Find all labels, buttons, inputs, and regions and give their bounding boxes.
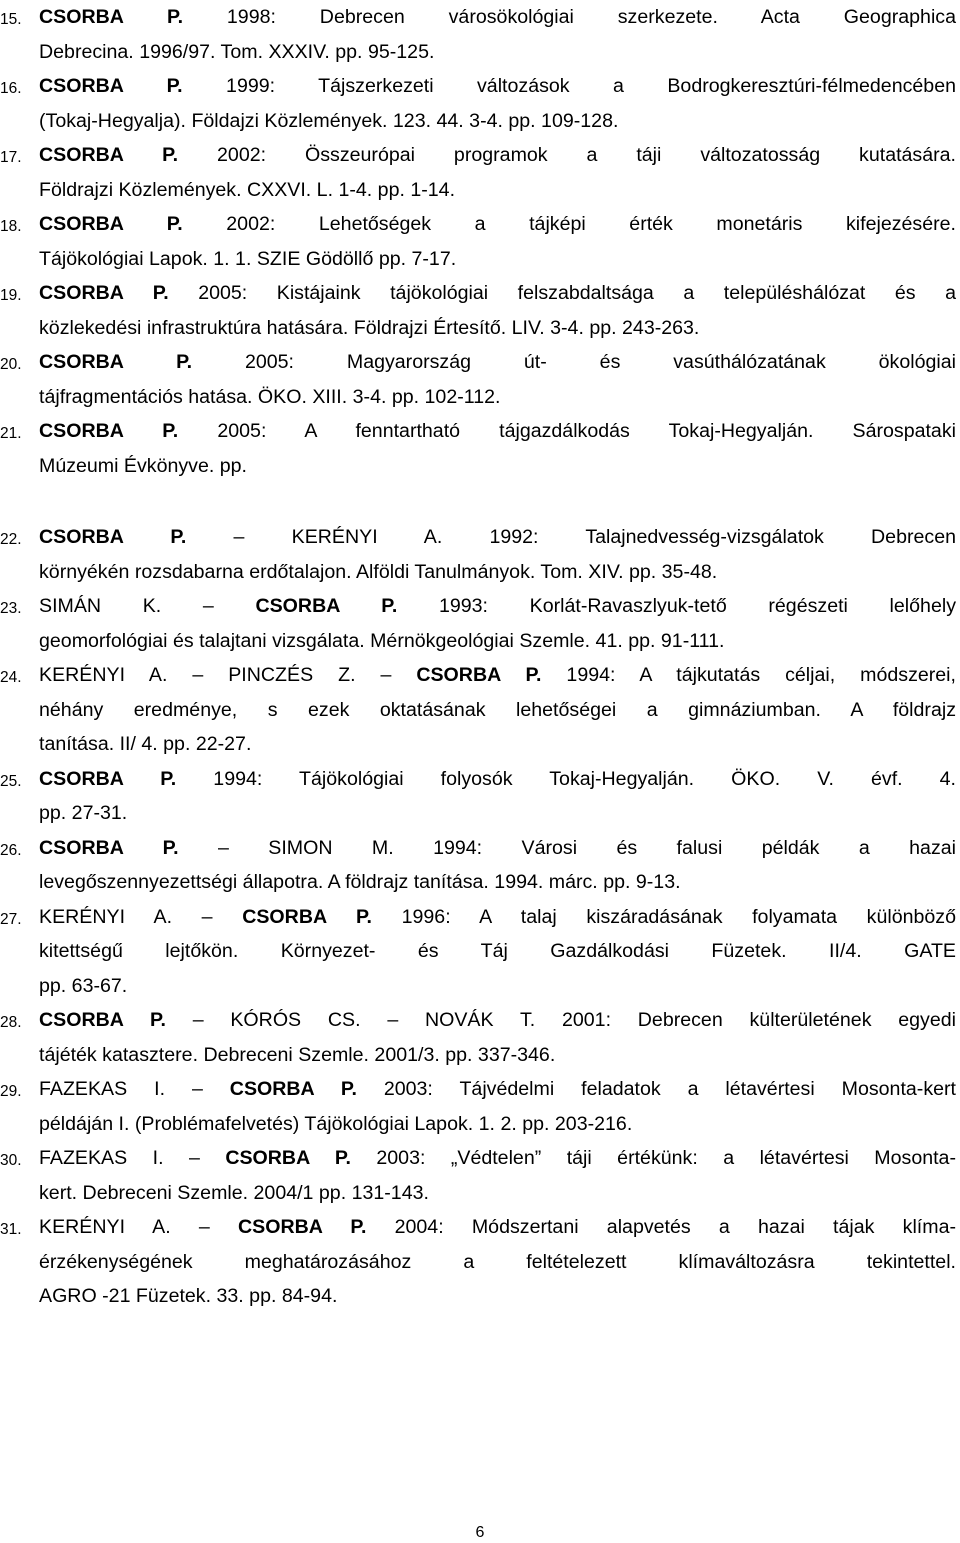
- reference-line: [39, 345, 956, 380]
- reference-number: 21.: [0, 425, 22, 442]
- reference-line: [39, 1107, 956, 1142]
- reference-line: [39, 173, 956, 208]
- reference-line: [39, 1003, 956, 1038]
- reference-item: [0, 762, 956, 831]
- author-highlight: CSORBA P.: [39, 1009, 166, 1031]
- reference-line: [39, 520, 956, 555]
- author-highlight: CSORBA P.: [39, 282, 169, 304]
- reference-text: 1993: Korlát-Ravaszlyuk-tető régészeti lelőhely: [397, 595, 956, 617]
- reference-line: [39, 0, 956, 35]
- reference-text: AGRO -21 Füzetek. 33. pp. 84-94.: [39, 1285, 338, 1307]
- reference-number: 30.: [0, 1152, 22, 1169]
- reference-number: 22.: [0, 531, 22, 548]
- reference-number: 20.: [0, 356, 22, 373]
- reference-line: [39, 969, 956, 1004]
- author-highlight: CSORBA P.: [39, 6, 184, 28]
- reference-text: Tájökológiai Lapok. 1. 1. SZIE Gödöllő pp. 7-17.: [39, 247, 457, 270]
- author-highlight: CSORBA P.: [238, 1216, 367, 1238]
- reference-text: SIMÁN K. –: [39, 595, 256, 617]
- author-highlight: CSORBA P.: [39, 351, 193, 373]
- reference-line: [39, 624, 956, 659]
- reference-text: pp. 27-31.: [39, 802, 128, 824]
- reference-text: példáján I. (Problémafelvetés) Tájökológiai Lapok. 1. 2. pp. 203-216.: [39, 1112, 633, 1135]
- author-highlight: CSORBA P.: [39, 767, 177, 790]
- reference-number: 25.: [0, 772, 22, 790]
- author-highlight: CSORBA P.: [242, 905, 372, 928]
- reference-line: [39, 414, 956, 449]
- reference-text: Debrecina. 1996/97. Tom. XXXIV. pp. 95-125.: [39, 40, 435, 63]
- reference-number: 23.: [0, 600, 22, 617]
- reference-line: [39, 693, 956, 728]
- reference-text: 2002: Lehetőségek a tájképi érték monetáris kifejezésére.: [182, 213, 956, 235]
- reference-item: [0, 0, 956, 69]
- reference-text: közlekedési infrastruktúra hatására. Földrajzi Értesítő. LIV. 3-4. pp. 243-263.: [39, 316, 700, 339]
- reference-line: [39, 762, 956, 797]
- reference-item: [0, 276, 956, 345]
- reference-line: [39, 207, 956, 242]
- reference-item: [0, 658, 956, 762]
- reference-line: [39, 727, 956, 762]
- author-highlight: CSORBA P.: [225, 1147, 351, 1169]
- reference-text: tájfragmentációs hatása. ÖKO. XIII. 3-4. pp. 102-112.: [39, 385, 501, 408]
- reference-line: [39, 104, 956, 139]
- reference-text: 1999: Tájszerkezeti változások a Bodrogkeresztúri-félmedencében: [182, 75, 956, 97]
- reference-item: [0, 1072, 956, 1141]
- reference-number: 18.: [0, 218, 22, 235]
- reference-number: 24.: [0, 669, 22, 686]
- reference-text: 2003: „Védtelen” táji értékünk: a létavértesi Mosonta-: [350, 1147, 956, 1169]
- reference-number: 16.: [0, 80, 22, 97]
- reference-text: kert. Debreceni Szemle. 2004/1 pp. 131-143.: [39, 1181, 429, 1204]
- reference-line: [39, 69, 956, 104]
- reference-line: [39, 449, 956, 484]
- reference-text: FAZEKAS I. –: [39, 1078, 230, 1100]
- reference-line: [39, 138, 956, 173]
- reference-text: kitettségű lejtőkön. Környezet- és Táj Gazdálkodási Füzetek. II/4. GATE: [39, 940, 956, 962]
- reference-item: [0, 589, 956, 658]
- reference-text: 1994: Tájökológiai folyosók Tokaj-Hegyalján. ÖKO. V. évf. 4.: [176, 767, 956, 790]
- reference-line: [39, 900, 956, 935]
- reference-item: [0, 831, 956, 900]
- reference-text: 2005: Kistájaink tájökológiai felszabdaltsága a településhálózat és a: [168, 282, 956, 304]
- author-highlight: CSORBA P.: [39, 420, 179, 442]
- reference-text: KERÉNYI A. – PINCZÉS Z. –: [39, 664, 417, 686]
- reference-line: [39, 35, 956, 70]
- reference-text: geomorfológiai és talajtani vizsgálata. Mérnökgeológiai Szemle. 41. pp. 91-111.: [39, 629, 725, 652]
- reference-text: FAZEKAS I. –: [39, 1147, 226, 1169]
- author-highlight: CSORBA P.: [39, 526, 187, 548]
- reference-line: [39, 1210, 956, 1245]
- reference-item: [0, 1141, 956, 1210]
- reference-line: [39, 380, 956, 415]
- reference-item: [0, 138, 956, 207]
- reference-text: – KÓRÓS CS. – NOVÁK T. 2001: Debrecen külterületének egyedi: [165, 1009, 956, 1031]
- reference-line: [39, 1038, 956, 1073]
- reference-line: [39, 242, 956, 277]
- reference-text: Múzeumi Évkönyve. pp.: [39, 454, 248, 477]
- reference-text: 2002: Összeurópai programok a táji változatosság kutatására.: [178, 144, 956, 166]
- author-highlight: CSORBA P.: [39, 836, 179, 859]
- reference-number: 27.: [0, 910, 22, 928]
- reference-text: 1994: A tájkutatás céljai, módszerei,: [541, 664, 956, 686]
- reference-text: tanítása. II/ 4. pp. 22-27.: [39, 733, 252, 755]
- reference-item: [0, 900, 956, 1004]
- reference-item: [0, 207, 956, 276]
- reference-text: Földrajzi Közlemények. CXXVI. L. 1-4. pp. 1-14.: [39, 178, 456, 201]
- reference-text: környékén rozsdabarna erdőtalajon. Alföldi Tanulmányok. Tom. XIV. pp. 35-48.: [39, 560, 718, 583]
- reference-number: 29.: [0, 1083, 22, 1100]
- reference-item: [0, 1003, 956, 1072]
- reference-line: [39, 658, 956, 693]
- reference-text: KERÉNYI A. –: [39, 905, 243, 928]
- reference-text: 1998: Debrecen városökológiai szerkezete. Acta Geographica: [183, 6, 956, 28]
- reference-item: [0, 1210, 956, 1314]
- reference-text: KERÉNYI A. –: [39, 1216, 238, 1238]
- page-number: 6: [475, 1524, 485, 1541]
- reference-text: – KERÉNYI A. 1992: Talajnedvesség-vizsgálatok Debrecen: [186, 526, 956, 548]
- reference-line: [39, 934, 956, 969]
- reference-number: 31.: [0, 1221, 22, 1238]
- reference-text: 2005: A fenntartható tájgazdálkodás Tokaj-Hegyalján. Sárospataki: [178, 420, 956, 442]
- reference-text: 2003: Tájvédelmi feladatok a létavértesi Mosonta-kert: [356, 1078, 956, 1100]
- reference-line: [39, 1279, 956, 1314]
- reference-line: [39, 831, 956, 866]
- reference-text: – SIMON M. 1994: Városi és falusi példák a hazai: [178, 836, 956, 859]
- reference-number: 19.: [0, 287, 22, 304]
- reference-line: [39, 311, 956, 346]
- author-highlight: CSORBA P.: [39, 213, 183, 235]
- reference-line: [39, 1072, 956, 1107]
- reference-text: 2004: Módszertani alapvetés a hazai tájak klíma-: [366, 1216, 956, 1238]
- reference-line: [39, 589, 956, 624]
- reference-line: [39, 1245, 956, 1280]
- author-highlight: CSORBA P.: [229, 1078, 357, 1100]
- author-highlight: CSORBA P.: [39, 75, 183, 97]
- reference-text: pp. 63-67.: [39, 974, 128, 997]
- reference-number: 17.: [0, 149, 22, 166]
- reference-item: [0, 69, 956, 138]
- reference-line: [39, 1176, 956, 1211]
- reference-text: 1996: A talaj kiszáradásának folyamata különböző: [372, 905, 956, 928]
- reference-line: [39, 865, 956, 900]
- reference-line: [39, 276, 956, 311]
- reference-item: [0, 520, 956, 589]
- reference-text: levegőszennyezettségi állapotra. A földrajz tanítása. 1994. márc. pp. 9-13.: [39, 871, 681, 893]
- reference-text: érzékenységének meghatározásához a feltételezett klímaváltozásra tekintettel.: [39, 1250, 956, 1273]
- author-highlight: CSORBA P.: [255, 595, 398, 617]
- reference-text: tájéték katasztere. Debreceni Szemle. 2001/3. pp. 337-346.: [39, 1043, 556, 1066]
- reference-line: [39, 555, 956, 590]
- reference-number: 28.: [0, 1014, 22, 1031]
- reference-text: 2005: Magyarország út- és vasúthálózatának ökológiai: [192, 351, 956, 373]
- reference-item: [0, 414, 956, 483]
- reference-text: néhány eredménye, s ezek oktatásának lehetőségei a gimnáziumban. A földrajz: [39, 698, 956, 721]
- reference-line: [39, 796, 956, 831]
- reference-text: (Tokaj-Hegyalja). Földajzi Közlemények. 123. 44. 3-4. pp. 109-128.: [39, 109, 619, 132]
- reference-line: [39, 1141, 956, 1176]
- reference-number: 26.: [0, 841, 22, 859]
- author-highlight: CSORBA P.: [39, 144, 179, 166]
- author-highlight: CSORBA P.: [416, 664, 542, 686]
- reference-item: [0, 345, 956, 414]
- reference-number: 15.: [0, 11, 22, 28]
